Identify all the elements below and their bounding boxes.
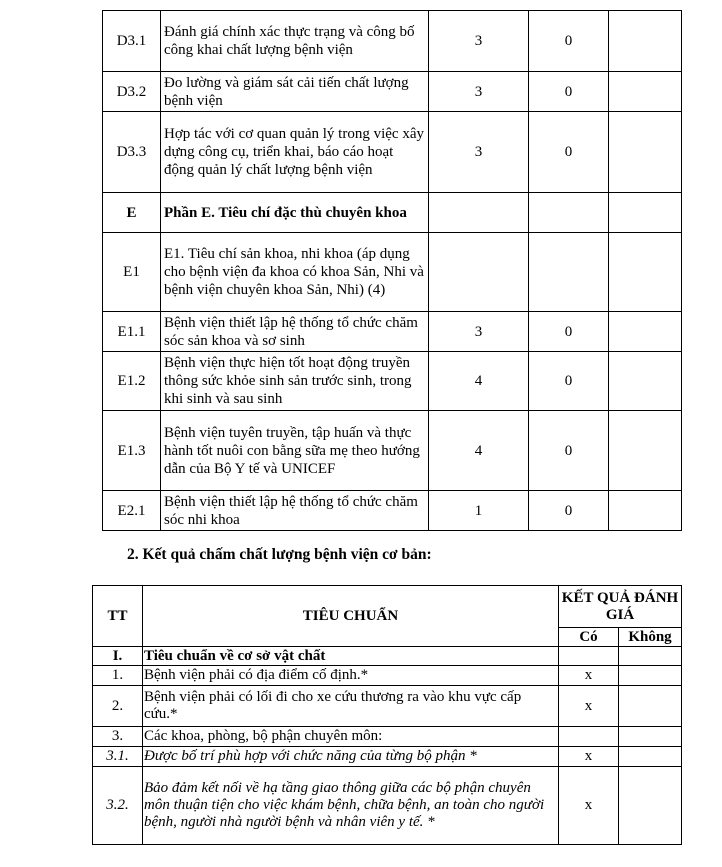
standard-text: Bệnh viện phải có lối đi cho xe cứu thương ra vào khu vực cấp cứu.*: [143, 686, 559, 727]
table-row: [103, 491, 682, 531]
criteria-text: Hợp tác với cơ quan quản lý trong việc xây dựng công cụ, triển khai, báo cáo hoạt động quản lý chất lượng bệnh viện: [161, 112, 429, 193]
table-row: [103, 352, 682, 411]
criteria-text: Đánh giá chính xác thực trạng và công bố công khai chất lượng bệnh viện: [161, 11, 429, 72]
section-heading: 2. Kết quả chấm chất lượng bệnh viện cơ bản:: [127, 546, 432, 563]
standard-yes: x: [559, 767, 619, 845]
criteria-score: 3: [429, 112, 529, 193]
criteria-value: 0: [529, 112, 609, 193]
table-row: [103, 11, 682, 72]
standards-table: [92, 585, 682, 845]
criteria-code: E1.1: [103, 312, 161, 352]
table-row: [103, 193, 682, 233]
criteria-text: Đo lường và giám sát cải tiến chất lượng bệnh viện: [161, 72, 429, 112]
header-yes: Có: [559, 628, 619, 647]
criteria-extra: [609, 491, 682, 531]
standard-yes: x: [559, 747, 619, 767]
criteria-score: [429, 233, 529, 312]
criteria-code: D3.2: [103, 72, 161, 112]
standard-yes: x: [559, 686, 619, 727]
criteria-value: 0: [529, 72, 609, 112]
standard-tt: 2.: [93, 686, 143, 727]
standard-text: Bệnh viện phải có địa điểm cố định.*: [143, 666, 559, 686]
table-row: [103, 72, 682, 112]
table-header-row: [93, 586, 682, 628]
criteria-extra: [609, 233, 682, 312]
table-row: [93, 727, 682, 747]
standard-no: [619, 747, 682, 767]
standard-text: Các khoa, phòng, bộ phận chuyên môn:: [143, 727, 559, 747]
criteria-code: E1.3: [103, 411, 161, 491]
criteria-value: 0: [529, 312, 609, 352]
header-standard: TIÊU CHUẨN: [143, 586, 559, 647]
table-row: [93, 647, 682, 666]
standard-yes: [559, 727, 619, 747]
standard-tt: I.: [93, 647, 143, 666]
criteria-extra: [609, 11, 682, 72]
criteria-extra: [609, 312, 682, 352]
header-result: KẾT QUẢ ĐÁNH GIÁ: [559, 586, 682, 628]
table-row: [93, 747, 682, 767]
standard-text: Bảo đảm kết nối về hạ tầng giao thông giữa các bộ phận chuyên môn thuận tiện cho việc khám bệnh, chữa bệnh, an toàn cho người bệnh, người nhà người bệnh và nhân viên y tế. *: [143, 767, 559, 845]
criteria-value: 0: [529, 11, 609, 72]
criteria-extra: [609, 352, 682, 411]
criteria-code: D3.1: [103, 11, 161, 72]
criteria-text: Bệnh viện tuyên truyền, tập huấn và thực hành tốt nuôi con bằng sữa mẹ theo hướng dẫn của Bộ Y tế và UNICEF: [161, 411, 429, 491]
header-tt: TT: [93, 586, 143, 647]
standard-tt: 3.: [93, 727, 143, 747]
standard-tt: 3.2.: [93, 767, 143, 845]
criteria-table: [102, 10, 682, 531]
criteria-extra: [609, 411, 682, 491]
table-row: [93, 666, 682, 686]
criteria-code: E2.1: [103, 491, 161, 531]
standard-no: [619, 647, 682, 666]
standard-text: Được bố trí phù hợp với chức năng của từng bộ phận *: [143, 747, 559, 767]
standard-tt: 3.1.: [93, 747, 143, 767]
standard-tt: 1.: [93, 666, 143, 686]
criteria-code: E1: [103, 233, 161, 312]
standard-text: Tiêu chuẩn về cơ sở vật chất: [143, 647, 559, 666]
criteria-value: 0: [529, 491, 609, 531]
criteria-text: Phần E. Tiêu chí đặc thù chuyên khoa: [161, 193, 429, 233]
standard-no: [619, 727, 682, 747]
criteria-value: 0: [529, 411, 609, 491]
table-row: [103, 312, 682, 352]
table-row: [103, 112, 682, 193]
standard-yes: [559, 647, 619, 666]
criteria-score: 3: [429, 312, 529, 352]
table-row: [103, 411, 682, 491]
criteria-text: E1. Tiêu chí sản khoa, nhi khoa (áp dụng cho bệnh viện đa khoa có khoa Sản, Nhi và bệnh viện chuyên khoa Sản, Nhi) (4): [161, 233, 429, 312]
criteria-score: 3: [429, 11, 529, 72]
table-row: [103, 233, 682, 312]
criteria-extra: [609, 112, 682, 193]
criteria-score: [429, 193, 529, 233]
criteria-extra: [609, 72, 682, 112]
criteria-value: 0: [529, 352, 609, 411]
standard-no: [619, 666, 682, 686]
criteria-text: Bệnh viện thiết lập hệ thống tổ chức chăm sóc sản khoa và sơ sinh: [161, 312, 429, 352]
criteria-value: [529, 233, 609, 312]
table-row: [93, 767, 682, 845]
criteria-code: E: [103, 193, 161, 233]
standard-no: [619, 767, 682, 845]
criteria-code: D3.3: [103, 112, 161, 193]
criteria-code: E1.2: [103, 352, 161, 411]
criteria-score: 4: [429, 411, 529, 491]
criteria-extra: [609, 193, 682, 233]
header-no: Không: [619, 628, 682, 647]
table-row: [93, 686, 682, 727]
criteria-score: 3: [429, 72, 529, 112]
standard-no: [619, 686, 682, 727]
criteria-value: [529, 193, 609, 233]
criteria-text: Bệnh viện thiết lập hệ thống tổ chức chăm sóc nhi khoa: [161, 491, 429, 531]
criteria-score: 4: [429, 352, 529, 411]
criteria-score: 1: [429, 491, 529, 531]
standard-yes: x: [559, 666, 619, 686]
criteria-text: Bệnh viện thực hiện tốt hoạt động truyền thông sức khỏe sinh sản trước sinh, trong khi sinh và sau sinh: [161, 352, 429, 411]
